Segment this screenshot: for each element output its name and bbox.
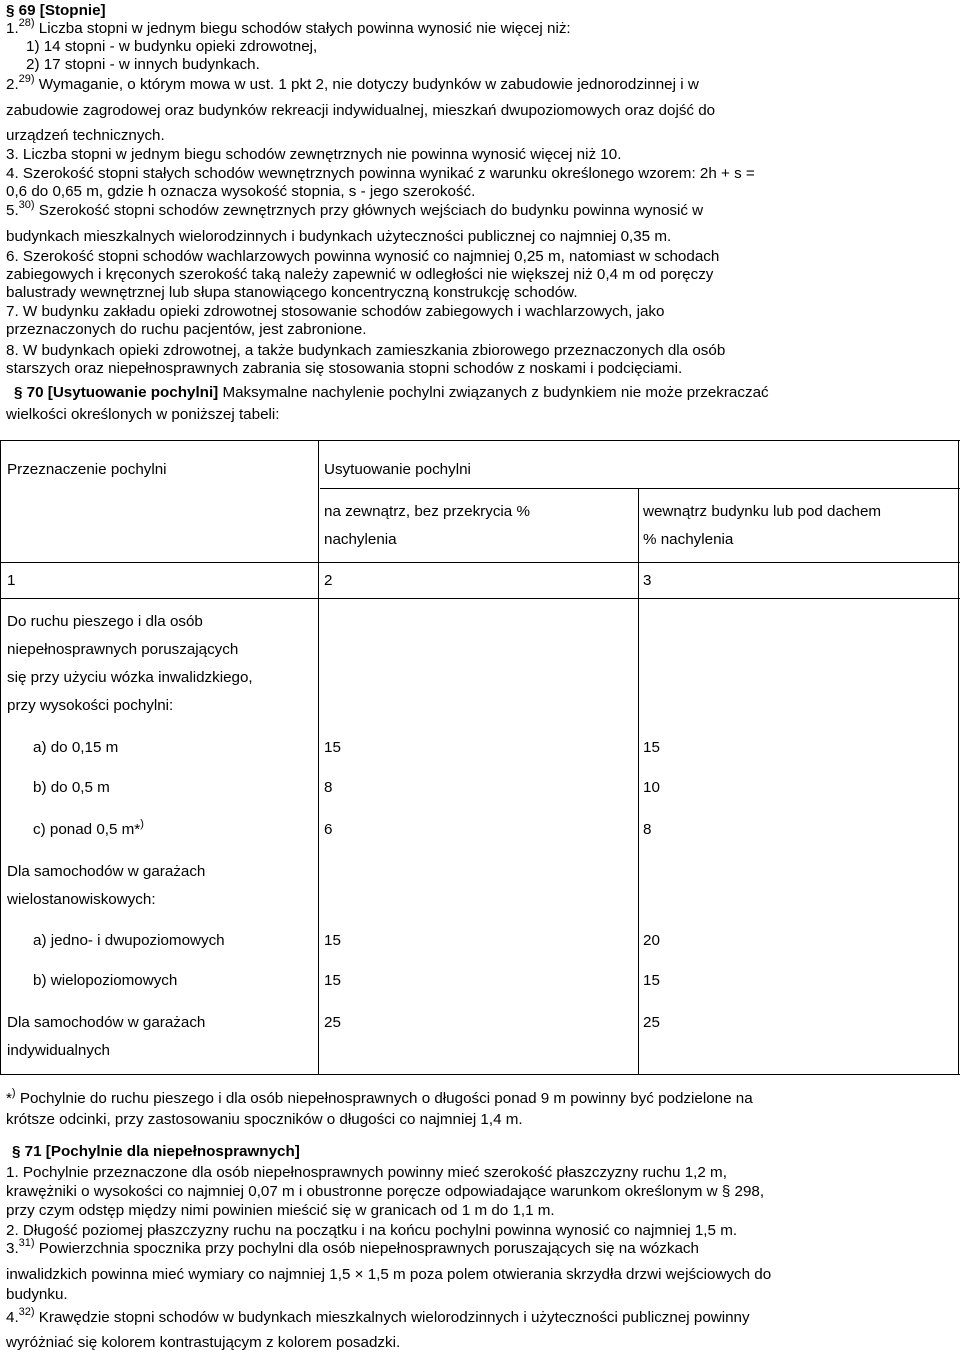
s69-paragraph-7-line1: 7. W budynku zakładu opieki zdrowotnej stosowanie schodów zabiegowych i wachlarzowych, jako xyxy=(6,303,665,320)
s69-paragraph-8-line2: starszych oraz niepełnosprawnych zabrania się stosowania stopni schodów z noskami i podcięciami. xyxy=(6,360,683,377)
footnote-ref: 31) xyxy=(18,1237,35,1249)
section-70-paragraph: § 70 [Usytuowanie pochylni] Maksymalne nachylenie pochylni związanych z budynkiem nie może przekraczać xyxy=(14,384,769,401)
s69-paragraph-6-line1: 6. Szerokość stopni schodów wachlarzowych powinna wynosić co najmniej 0,25 m, natomiast w schodach xyxy=(6,248,720,265)
footnote-ref: ) xyxy=(11,1087,16,1099)
row-indoor-value: 10 xyxy=(643,779,660,796)
row-label: a) jedno- i dwupoziomowych xyxy=(33,932,225,949)
row-label: c) ponad 0,5 m*) xyxy=(33,818,144,838)
row-indoor-value: 8 xyxy=(643,821,652,838)
row-label: a) do 0,15 m xyxy=(33,739,119,756)
row-label-l2: indywidualnych xyxy=(7,1042,110,1059)
slope-table xyxy=(0,440,960,1075)
footnote-ref: ) xyxy=(140,818,144,830)
row-label: b) do 0,5 m xyxy=(33,779,110,796)
s71-paragraph-1-line3: przy czym odstęp między nimi powinien mieścić się w granicach od 1 m do 1,1 m. xyxy=(6,1202,555,1219)
header-indoor-l1: wewnątrz budynku lub pod dachem xyxy=(643,503,882,520)
row-indoor-value: 25 xyxy=(643,1014,660,1031)
section-71-heading: § 71 [Pochylnie dla niepełnosprawnych] xyxy=(12,1143,300,1160)
table-column-divider xyxy=(318,440,319,1075)
table-header-divider xyxy=(320,488,960,489)
footnote-ref: 29) xyxy=(18,73,35,85)
column-number: 2 xyxy=(324,572,333,589)
s71-paragraph-1-line1: 1. Pochylnie przeznaczone dla osób niepełnosprawnych powinny mieć szerokość płaszczyzny ruchu 1,2 m, xyxy=(6,1164,727,1181)
s71-paragraph-3-line2: inwalidzkich powinna mieć wymiary co najmniej 1,5 × 1,5 m poza polem otwierania skrzydła drzwi wejściowych do xyxy=(6,1266,772,1283)
s69-paragraph-5: 5.$^{30)}$ Szerokość stopni schodów zewnętrznych przy głównych wejściach do budynku powinna wynosić w xyxy=(6,199,704,219)
row-indoor-value: 20 xyxy=(643,932,660,949)
table-footnote-line2: krótsze odcinki, przy zastosowaniu spoczników o długości co najmniej 1,4 m. xyxy=(6,1111,523,1128)
s71-paragraph-4-line2: wyróżniać się kolorem kontrastującym z kolorem posadzki. xyxy=(6,1334,401,1351)
footnote-ref: 30) xyxy=(18,199,35,211)
row-indoor-value: 15 xyxy=(643,972,660,989)
section-69-heading: § 69 [Stopnie] xyxy=(6,2,106,19)
section-70-line2: wielkości określonych w poniższej tabeli: xyxy=(6,406,280,423)
row-outdoor-value: 15 xyxy=(324,932,341,949)
s69-paragraph-1: 1.$^{28)}$ Liczba stopni w jednym biegu schodów stałych powinna wynosić nie więcej niż: xyxy=(6,17,571,37)
header-indoor-l2: % nachylenia xyxy=(643,531,734,548)
s69-paragraph-2-line3: urządzeń technicznych. xyxy=(6,127,165,144)
s71-paragraph-3: 3.$^{31)}$ Powierzchnia spocznika przy pochylni dla osób niepełnosprawnych poruszających się na wózkach xyxy=(6,1237,699,1257)
row-outdoor-value: 15 xyxy=(324,739,341,756)
s69-paragraph-7-line2: przeznaczonych do ruchu pacjentów, jest zabronione. xyxy=(6,321,367,338)
group-garage-l2: wielostanowiskowych: xyxy=(7,891,156,908)
s71-paragraph-2: 2. Długość poziomej płaszczyzny ruchu na początku i na końcu pochylni powinna wynosić co najmniej 1,5 m. xyxy=(6,1222,738,1239)
group-pedestrian-l2: niepełnosprawnych poruszających xyxy=(7,641,239,658)
s69-paragraph-4-line2: 0,6 do 0,65 m, gdzie h oznacza wysokość stopnia, s - jego szerokość. xyxy=(6,183,476,200)
table-border-right xyxy=(958,440,959,1075)
row-outdoor-value: 25 xyxy=(324,1014,341,1031)
group-pedestrian-l1: Do ruchu pieszego i dla osób xyxy=(7,613,203,630)
s69-item-2: 2) 17 stopni - w innych budynkach. xyxy=(26,56,260,73)
s69-paragraph-6-line2: zabiegowych i kręconych szerokość taką należy zapewnić w odległości nie większej niż 0,4 m od poręczy xyxy=(6,266,714,283)
column-number: 1 xyxy=(7,572,16,589)
table-footnote-line1: *) Pochylnie do ruchu pieszego i dla osób niepełnosprawnych o długości ponad 9 m powinny być podzielone na xyxy=(6,1087,753,1107)
row-outdoor-value: 6 xyxy=(324,821,333,838)
row-indoor-value: 15 xyxy=(643,739,660,756)
group-garage-l1: Dla samochodów w garażach xyxy=(7,863,206,880)
footnote-ref: 28) xyxy=(18,17,35,29)
s71-paragraph-1-line2: krawężniki o wysokości co najmniej 0,07 m i obustronne poręcze odpowiadające warunkom określonym w § 298, xyxy=(6,1183,765,1200)
row-outdoor-value: 15 xyxy=(324,972,341,989)
table-divider xyxy=(0,598,960,599)
s69-paragraph-5-line2: budynkach mieszkalnych wielorodzinnych i budynkach użyteczności publicznej co najmniej 0,35 m. xyxy=(6,228,672,245)
row-outdoor-value: 8 xyxy=(324,779,333,796)
s69-paragraph-8-line1: 8. W budynkach opieki zdrowotnej, a także budynkach zamieszkania zbiorowego przeznaczonych dla osób xyxy=(6,342,726,359)
group-pedestrian-l4: przy wysokości pochylni: xyxy=(7,697,174,714)
s69-paragraph-2-line2: zabudowie zagrodowej oraz budynków rekreacji indywidualnej, mieszkań dwupoziomowych oraz dojść do xyxy=(6,102,716,119)
table-column-divider xyxy=(638,488,639,1075)
table-border-left xyxy=(0,440,1,1075)
row-label-l1: Dla samochodów w garażach xyxy=(7,1014,206,1031)
s69-paragraph-2: 2.$^{29)}$ Wymaganie, o którym mowa w ust. 1 pkt 2, nie dotyczy budynków w zabudowie jednorodzinnej i w xyxy=(6,73,699,93)
s71-paragraph-3-line3: budynku. xyxy=(6,1286,68,1303)
footnote-ref: 32) xyxy=(18,1306,35,1318)
column-number: 3 xyxy=(643,572,652,589)
s69-paragraph-6-line3: balustrady wewnętrznej lub słupa stanowiącego koncentryczną konstrukcję schodów. xyxy=(6,284,578,301)
header-location: Usytuowanie pochylni xyxy=(324,461,471,478)
group-pedestrian-l3: się przy użyciu wózka inwalidzkiego, xyxy=(7,669,253,686)
s69-paragraph-3: 3. Liczba stopni w jednym biegu schodów zewnętrznych nie powinna wynosić więcej niż 10. xyxy=(6,146,622,163)
header-outdoor-l1: na zewnątrz, bez przekrycia % xyxy=(324,503,530,520)
section-70-heading: § 70 [Usytuowanie pochylni] xyxy=(14,384,219,401)
s69-paragraph-4-line1: 4. Szerokość stopni stałych schodów wewnętrznych powinna wynikać z warunku określonego wzorem: 2h + s = xyxy=(6,165,755,182)
row-label: b) wielopoziomowych xyxy=(33,972,178,989)
header-purpose: Przeznaczenie pochylni xyxy=(7,461,167,478)
table-border-bottom xyxy=(0,1074,960,1075)
s69-item-1: 1) 14 stopni - w budynku opieki zdrowotnej, xyxy=(26,38,318,55)
table-border-top xyxy=(0,440,960,441)
header-outdoor-l2: nachylenia xyxy=(324,531,397,548)
s71-paragraph-4: 4.$^{32)}$ Krawędzie stopni schodów w budynkach mieszkalnych wielorodzinnych i użyteczności publicznej powinny xyxy=(6,1306,750,1326)
table-divider xyxy=(0,562,960,563)
